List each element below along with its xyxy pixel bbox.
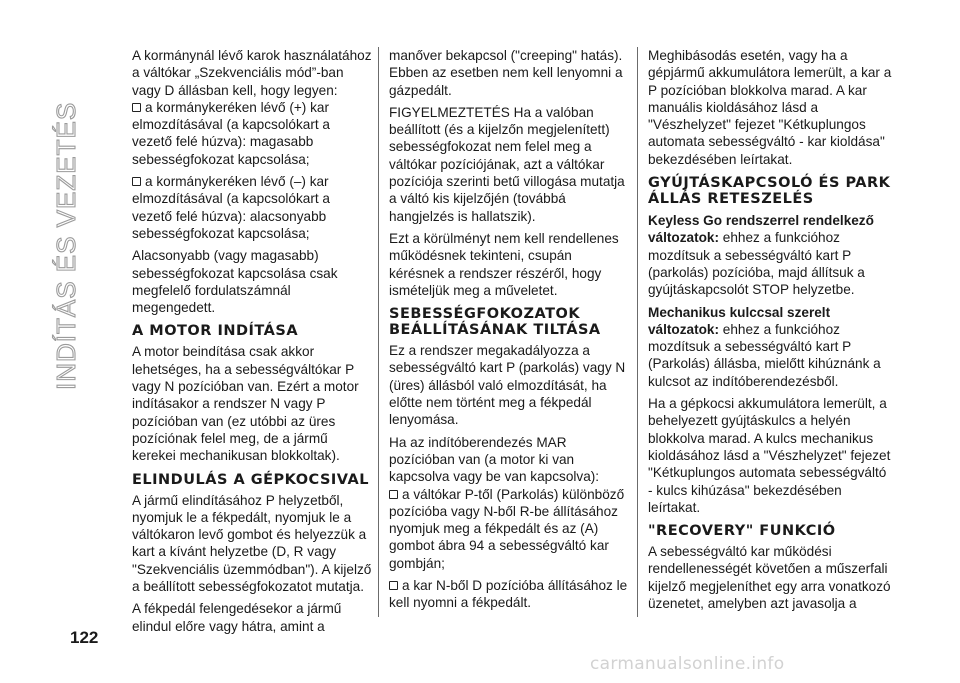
paragraph: Alacsonyabb (vagy magasabb) sebességfokozat kapcsolása csak megfelelő fordulatszámnál megengedett.	[132, 248, 338, 316]
checkbox-bullet-icon	[389, 490, 398, 499]
paragraph: A sebességváltó kar működési rendellenességét követően a műszerfali kijelző megjeleníthet egy arra vonatkozó üzenetet, amelyben azt javasolja a	[648, 544, 891, 612]
paragraph: FIGYELMEZTETÉS Ha a valóban beállított (és a kijelzőn megjelenített) sebességfokozat nem felel meg a váltókar pozíciójának, azt a váltókar pozíciója szerinti betű villogása mutatja a váltó kis kijelzőjén (továbbá hangjelzés is hallatszik).	[389, 104, 625, 224]
section-heading: GYÚJTÁSKAPCSOLÓ ÉS PARK ÁLLÁS RETESZELÉS	[648, 175, 891, 208]
bullet-text: a kar N-ből D pozícióba állításához le kell nyomni a fékpedált.	[389, 578, 628, 611]
section-heading: ELINDULÁS A GÉPKOCSIVAL	[132, 471, 370, 488]
bullet-text: a kormánykeréken lévő (–) kar elmozdításával (a kapcsolókart a vezető felé húzva): alacsonyabb sebességfokozat kapcsolása;	[132, 174, 330, 241]
page-number: 122	[70, 628, 99, 647]
column-2	[389, 47, 629, 617]
column-3	[648, 47, 893, 617]
paragraph: Ez a rendszer megakadályozza a sebességváltó kart P (parkolás) vagy N (üres) állásból való elmozdítását, ha előtte nem történt meg a fékpedál lenyomása.	[389, 343, 626, 428]
checkbox-bullet-icon	[132, 103, 141, 112]
paragraph-text: ehhez a funkcióhoz mozdítsuk a sebességváltó kart P (parkolás) pozícióba, majd állítsuk a gyújtáskapcsolót STOP helyzetbe.	[648, 230, 865, 298]
paragraph: A fékpedál felengedésekor a jármű elindul előre vagy hátra, amint a	[132, 601, 342, 634]
column-divider	[637, 47, 638, 617]
column-1	[132, 47, 372, 640]
section-heading: "RECOVERY" FUNKCIÓ	[648, 523, 836, 540]
column-divider	[378, 47, 379, 617]
checkbox-bullet-icon	[389, 581, 398, 590]
subheading: Mechanikus kulccsal szerelt változatok:	[648, 304, 831, 337]
section-heading: A MOTOR INDÍTÁSA	[132, 323, 299, 340]
chapter-title: INDÍTÁS ÉS VEZETÉS	[51, 101, 81, 390]
paragraph: Meghibásodás esetén, vagy ha a gépjármű akkumulátora lemerült, a kar a P pozícióban blokkolva marad. A kar manuális kioldásához lásd a "Vészhelyzet" fejezet "Kétkuplungos automata sebességváltó - kar kioldása" bekezdésében leírtakat.	[648, 48, 892, 167]
paragraph: A kormánynál lévő karok használatához a váltókar „Szekvenciális mód”-ban vagy D állásban kell, hogy legyen:	[132, 48, 372, 98]
section-heading: SEBESSÉGFOKOZATOK BEÁLLÍTÁSÁNAK TILTÁSA	[389, 306, 601, 339]
watermark: carmanualsonline.info	[590, 654, 785, 674]
bullet-text: a váltókar P-től (Parkolás) különböző pozícióba vagy N-ből R-be állításához nyomjuk meg a fékpedált és az (A) gombot ábra 94 a sebességváltó kar gombján;	[389, 486, 625, 571]
bullet-text: a kormánykeréken lévő (+) kar elmozdításával (a kapcsolókart a vezető felé húzva): magasabb sebességfokozat kapcsolása;	[132, 99, 330, 167]
paragraph: Ezt a körülményt nem kell rendellenes működésnek tekinteni, csupán kérésnek a rendszer részéről, hogy ismételjük meg a műveletet.	[389, 230, 619, 298]
paragraph-text: ehhez a funkcióhoz mozdítsuk a sebességváltó kart P (Parkolás) állásba, mielőtt kihúznánk a kulcsot az indítóberendezésből.	[648, 321, 881, 389]
checkbox-bullet-icon	[132, 177, 141, 186]
bullet-item	[389, 577, 629, 612]
paragraph: A jármű elindításához P helyzetből, nyomjuk le a fékpedált, nyomjuk le a váltókaron levő gombot és helyezzük a kart a kívánt helyzetbe (D, R vagy "Szekvenciális üzemmódban"). A kijelző a beállított sebességfokozatot mutatja.	[132, 492, 372, 595]
paragraph: Ha az indítóberendezés MAR pozícióban van (a motor ki van kapcsolva vagy be van kapcsolva):	[389, 434, 600, 485]
paragraph: A motor beindítása csak akkor lehetséges, ha a sebességváltókar P vagy N pozícióban van. Ezért a motor indításakor a rendszer N vagy P pozícióban van (ez utóbbi az üres pozíciónak felel meg, de a jármű kerekei mechanikusan blokkoltak).	[132, 344, 359, 464]
subheading: Keyless Go rendszerrel rendelkező változatok:	[648, 213, 874, 246]
bullet-item	[132, 173, 372, 242]
bullet-item	[132, 99, 372, 168]
paragraph: Ha a gépkocsi akkumulátora lemerült, a behelyezett gyújtáskulcs a helyén blokkolva marad. A kulcs mechanikus kioldásához lásd a "Vészhelyzet" fejezet "Kétkuplungos automata sebességváltó - kulcs kihúzása" bekezdésében leírtakat.	[648, 396, 891, 515]
paragraph: manőver bekapcsol ("creeping" hatás). Ebben az esetben nem kell lenyomni a gázpedált.	[389, 48, 623, 98]
bullet-item	[389, 486, 629, 572]
